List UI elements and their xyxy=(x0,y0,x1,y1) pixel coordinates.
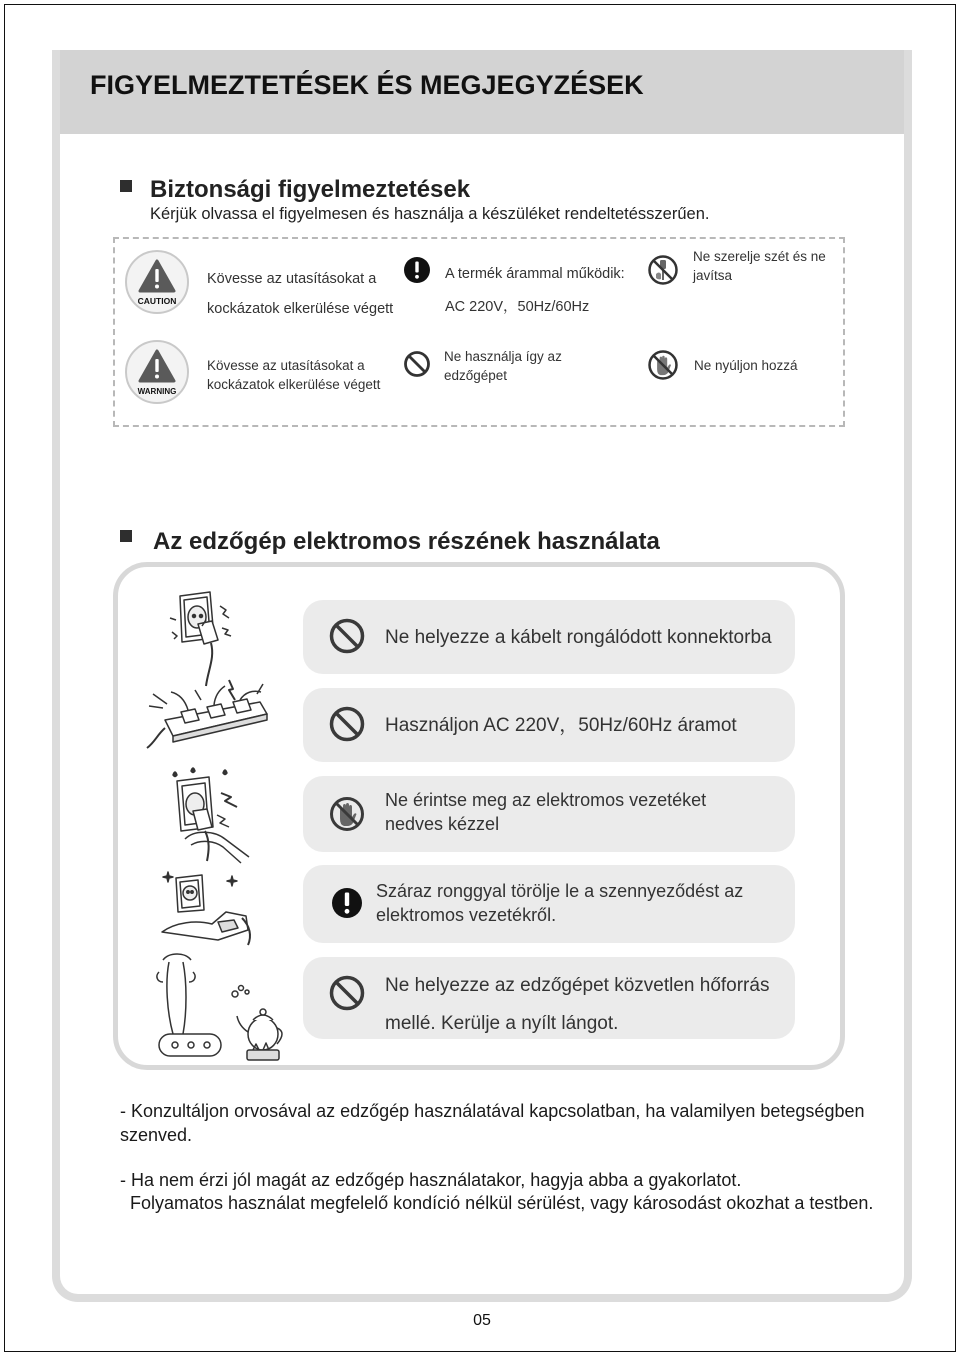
electrical-item-2-text: Használjon AC 220V，50Hz/60Hz áramot xyxy=(385,715,737,736)
note-2-line1: - Ha nem érzi jól magát az edzőgép használatakor, hagyja abba a gyakorlatot. xyxy=(120,1170,742,1190)
wiping-cord-illustration xyxy=(158,870,258,945)
no-touch-icon xyxy=(328,795,366,833)
electrical-item-3 xyxy=(303,776,795,852)
section-bullet-safety xyxy=(120,180,132,192)
page-title: FIGYELMEZTETÉSEK ÉS MEGJEGYZÉSEK xyxy=(90,70,644,100)
prohibited-icon xyxy=(403,350,431,378)
exclamation-icon xyxy=(328,884,366,922)
no-touch-text: Ne nyúljon hozzá xyxy=(694,358,798,373)
electrical-item-3-text-line1: Ne érintse meg az elektromos vezetéket xyxy=(385,790,707,810)
machine-near-heat-illustration xyxy=(155,952,295,1064)
caution-text-line2: kockázatok elkerülése végett xyxy=(207,301,394,317)
page-number: 05 xyxy=(473,1312,491,1329)
safety-subtitle: Kérjük olvassa el figyelmesen és használja a készüléket rendeltetésszerűen. xyxy=(150,205,710,223)
electrical-heading: Az edzőgép elektromos részének használata xyxy=(153,528,660,555)
caution-icon xyxy=(124,249,190,315)
damaged-outlet-illustration xyxy=(168,588,248,688)
prohibited-icon xyxy=(328,617,366,655)
prohibited-icon xyxy=(328,974,366,1012)
caution-badge-label: CAUTION xyxy=(137,296,177,306)
prohibited-icon xyxy=(328,705,366,743)
overloaded-power-strip-illustration xyxy=(145,680,275,755)
section-bullet-electrical xyxy=(120,530,132,542)
no-touch-icon xyxy=(647,349,679,381)
electrical-item-5-text-line1: Ne helyezze az edzőgépet közvetlen hőforrás xyxy=(385,975,770,996)
no-disassembly-icon xyxy=(647,254,679,286)
power-text-line2: AC 220V，50Hz/60Hz xyxy=(445,299,590,315)
no-disassembly-text-line2: javítsa xyxy=(693,268,733,283)
electrical-item-5-text-line2: mellé. Kerülje a nyílt lángot. xyxy=(385,1013,619,1034)
note-1-line2: szenved. xyxy=(120,1125,193,1145)
warning-text-line1: Kövesse az utasításokat a xyxy=(207,358,365,373)
no-disassembly-text-line1: Ne szerelje szét és ne xyxy=(693,249,826,264)
warning-badge-label: WARNING xyxy=(137,387,177,396)
warning-text-line2: kockázatok elkerülése végett xyxy=(207,377,381,392)
exclamation-icon xyxy=(403,256,431,284)
safety-heading: Biztonsági figyelmeztetések xyxy=(150,176,471,203)
note-2-line2: Folyamatos használat megfelelő kondíció nélkül sérülést, vagy károsodást okozhat a testben. xyxy=(130,1193,874,1213)
no-misuse-text-line2: edzőgépet xyxy=(444,368,508,383)
power-text-line1: A termék árammal működik: xyxy=(445,266,625,282)
electrical-item-1-text: Ne helyezze a kábelt rongálódott konnektorba xyxy=(385,627,772,648)
electrical-item-3-text-line2: nedves kézzel xyxy=(385,814,500,834)
caution-text-line1: Kövesse az utasításokat a xyxy=(207,271,377,287)
wet-hand-outlet-illustration xyxy=(165,765,260,865)
warning-icon xyxy=(124,339,190,405)
note-1-line1: - Konzultáljon orvosával az edzőgép használatával kapcsolatban, ha valamilyen betegségben xyxy=(120,1101,865,1121)
no-misuse-text-line1: Ne használja így az xyxy=(444,349,562,364)
electrical-item-4-text-line2: elektromos vezetékről. xyxy=(376,905,557,925)
electrical-item-4-text-line1: Száraz ronggyal törölje le a szennyeződést az xyxy=(376,881,744,901)
